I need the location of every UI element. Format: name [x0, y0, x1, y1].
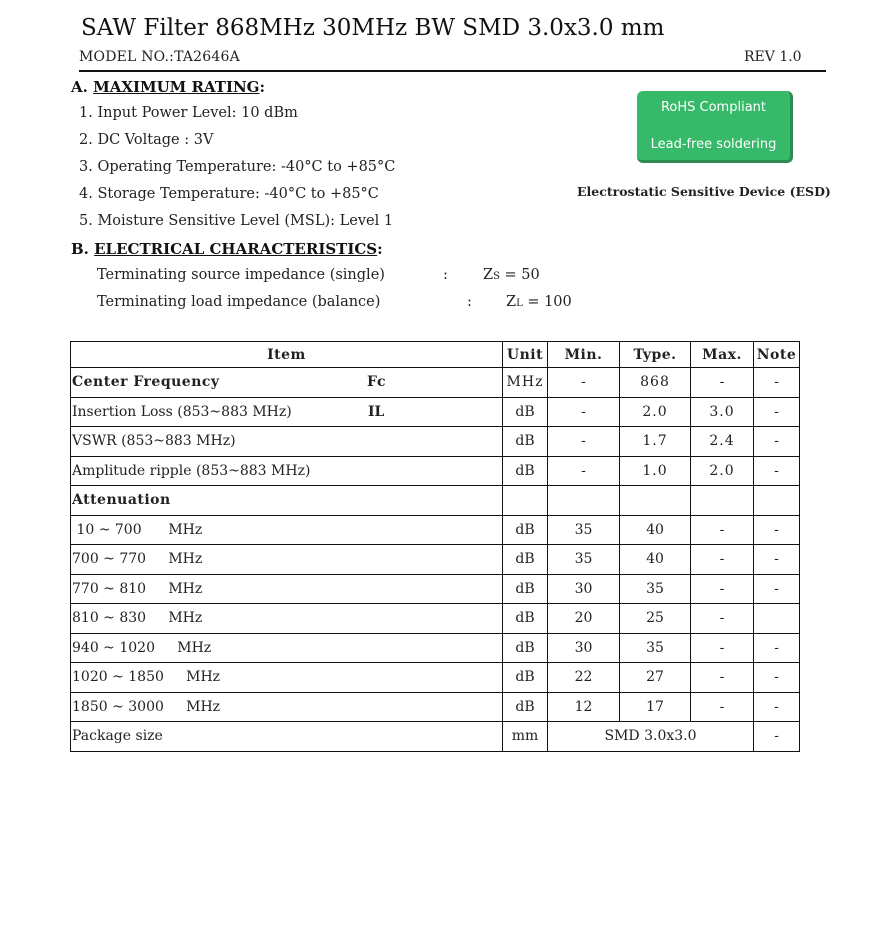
row-item: 10 ~ 700 MHz	[71, 515, 503, 545]
table-header-row	[71, 342, 800, 368]
table-row	[71, 456, 800, 486]
header-note: Note	[754, 342, 800, 368]
row-min: -	[548, 456, 620, 486]
section-b-title: ELECTRICAL CHARACTERISTICS	[94, 240, 378, 258]
section-b-prefix: B.	[71, 240, 95, 258]
row-unit: dB	[503, 515, 548, 545]
row-note: -	[754, 427, 800, 457]
row-unit: dB	[503, 545, 548, 575]
table-row	[71, 663, 800, 693]
row-typ: 40	[620, 545, 691, 575]
load-impedance-label: Terminating load impedance (balance)	[97, 294, 381, 310]
row-symbol: IL	[368, 403, 385, 420]
row-item: 1020 ~ 1850 MHz	[71, 663, 503, 693]
row-item-label: Center Frequency	[72, 374, 220, 391]
load-impedance-subscript: L	[516, 298, 523, 309]
row-item: 700 ~ 770 MHz	[71, 545, 503, 575]
row-unit: dB	[503, 604, 548, 634]
row-note	[754, 486, 800, 516]
esd-label: Electrostatic Sensitive Device (ESD)	[577, 184, 831, 199]
row-unit: dB	[503, 397, 548, 427]
row-unit: dB	[503, 427, 548, 457]
row-min: -	[548, 368, 620, 398]
row-unit: dB	[503, 456, 548, 486]
rating-item: 1. Input Power Level: 10 dBm	[79, 105, 298, 121]
row-item: Attenuation	[71, 486, 503, 516]
row-max: -	[691, 633, 754, 663]
table-row	[71, 427, 800, 457]
package-note: -	[754, 722, 800, 752]
row-unit: dB	[503, 633, 548, 663]
row-item: Amplitude ripple (853~883 MHz)	[71, 456, 503, 486]
row-min: 12	[548, 692, 620, 722]
row-unit	[503, 486, 548, 516]
rating-item: 5. Moisture Sensitive Level (MSL): Level 1	[79, 213, 394, 229]
load-impedance-colon: :	[467, 294, 472, 310]
package-item: Package size	[71, 722, 503, 752]
header-min: Min.	[548, 342, 620, 368]
source-impedance-label: Terminating source impedance (single)	[97, 267, 385, 283]
row-unit: dB	[503, 574, 548, 604]
header-max: Max.	[691, 342, 754, 368]
row-min: -	[548, 427, 620, 457]
table-row	[71, 604, 800, 634]
row-min: 30	[548, 633, 620, 663]
row-note: -	[754, 574, 800, 604]
row-typ: 868	[620, 368, 691, 398]
row-item	[71, 397, 503, 427]
row-typ: 35	[620, 574, 691, 604]
row-note: -	[754, 633, 800, 663]
row-typ: 17	[620, 692, 691, 722]
table-row	[71, 633, 800, 663]
row-unit: MHz	[503, 368, 548, 398]
row-typ: 35	[620, 633, 691, 663]
rating-item: 3. Operating Temperature: -40°C to +85°C	[79, 159, 396, 175]
row-note: -	[754, 545, 800, 575]
table-row	[71, 486, 800, 516]
row-min: 20	[548, 604, 620, 634]
rohs-badge	[637, 91, 793, 163]
row-unit: dB	[503, 692, 548, 722]
row-max: -	[691, 604, 754, 634]
row-max: -	[691, 574, 754, 604]
row-typ: 27	[620, 663, 691, 693]
row-min: -	[548, 397, 620, 427]
source-impedance-colon: :	[443, 267, 448, 283]
section-a-suffix: :	[259, 78, 266, 96]
table-row	[71, 397, 800, 427]
row-max: -	[691, 692, 754, 722]
row-note: -	[754, 456, 800, 486]
row-item: VSWR (853~883 MHz)	[71, 427, 503, 457]
row-min: 30	[548, 574, 620, 604]
table-row	[71, 368, 800, 398]
row-max: 3.0	[691, 397, 754, 427]
source-impedance-symbol: Z	[483, 267, 494, 283]
row-typ: 25	[620, 604, 691, 634]
row-max: -	[691, 545, 754, 575]
row-symbol: Fc	[367, 374, 386, 391]
table-row	[71, 574, 800, 604]
row-note: -	[754, 515, 800, 545]
source-impedance-number: = 50	[499, 267, 540, 283]
row-min: 35	[548, 545, 620, 575]
source-impedance-subscript: S	[493, 271, 500, 282]
row-note	[754, 604, 800, 634]
row-typ: 1.7	[620, 427, 691, 457]
rating-item: 2. DC Voltage : 3V	[79, 132, 214, 148]
row-typ	[620, 486, 691, 516]
row-item: 1850 ~ 3000 MHz	[71, 692, 503, 722]
row-note: -	[754, 368, 800, 398]
row-item: 940 ~ 1020 MHz	[71, 633, 503, 663]
table-row-package	[71, 722, 800, 752]
row-max: -	[691, 368, 754, 398]
row-max: -	[691, 515, 754, 545]
rating-item: 4. Storage Temperature: -40°C to +85°C	[79, 186, 379, 202]
row-note: -	[754, 692, 800, 722]
row-typ: 2.0	[620, 397, 691, 427]
section-a-title: MAXIMUM RATING	[93, 78, 260, 96]
row-item-label: Insertion Loss (853~883 MHz)	[72, 403, 292, 420]
row-max: 2.4	[691, 427, 754, 457]
row-item: 770 ~ 810 MHz	[71, 574, 503, 604]
section-b-suffix: :	[377, 240, 383, 258]
model-number: MODEL NO.:TA2646A	[79, 49, 240, 65]
section-a-prefix: A.	[71, 78, 94, 96]
row-note: -	[754, 663, 800, 693]
package-unit: mm	[503, 722, 548, 752]
row-unit: dB	[503, 663, 548, 693]
load-impedance-value	[506, 294, 572, 310]
section-b-heading	[71, 240, 383, 258]
revision: REV 1.0	[744, 49, 802, 65]
table-row	[71, 692, 800, 722]
header-rule	[79, 70, 826, 72]
row-min: 35	[548, 515, 620, 545]
source-impedance-value	[483, 267, 540, 283]
table-row	[71, 545, 800, 575]
section-a-heading	[71, 78, 265, 96]
rohs-badge-line2: Lead-free soldering	[650, 137, 777, 152]
package-value: SMD 3.0x3.0	[548, 722, 754, 752]
table-row	[71, 515, 800, 545]
row-max	[691, 486, 754, 516]
document-title: SAW Filter 868MHz 30MHz BW SMD 3.0x3.0 mm	[81, 15, 665, 41]
header-typ: Type.	[620, 342, 691, 368]
rohs-badge-line1: RoHS Compliant	[660, 100, 767, 115]
row-max: -	[691, 663, 754, 693]
row-item	[71, 368, 503, 398]
load-impedance-number: = 100	[522, 294, 572, 310]
header-unit: Unit	[503, 342, 548, 368]
row-typ: 1.0	[620, 456, 691, 486]
row-min	[548, 486, 620, 516]
row-min: 22	[548, 663, 620, 693]
header-item: Item	[71, 342, 503, 368]
row-typ: 40	[620, 515, 691, 545]
row-note: -	[754, 397, 800, 427]
load-impedance-symbol: Z	[506, 294, 517, 310]
row-max: 2.0	[691, 456, 754, 486]
electrical-spec-table	[70, 341, 800, 752]
row-item: 810 ~ 830 MHz	[71, 604, 503, 634]
